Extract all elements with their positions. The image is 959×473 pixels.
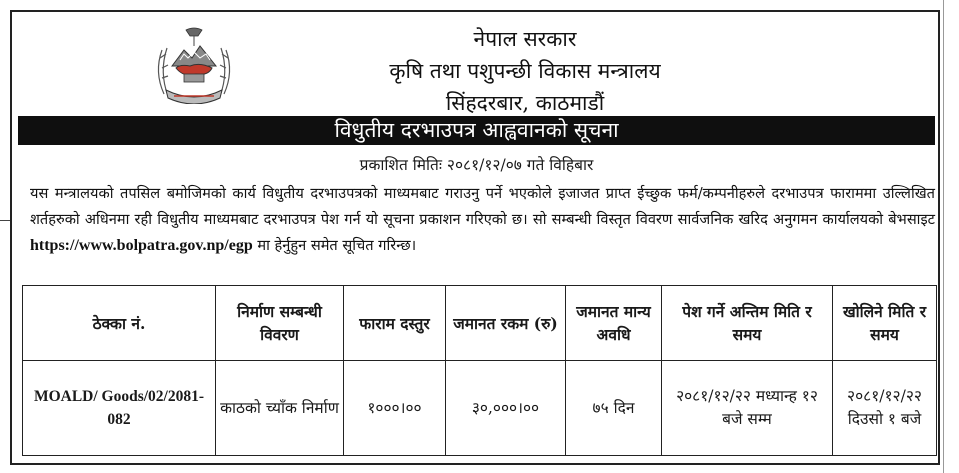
header-opening-time: खोलिने मिति र समय bbox=[833, 286, 937, 361]
ministry-header bbox=[250, 23, 800, 119]
header-bid-security: जमानत रकम (रु) bbox=[446, 286, 566, 361]
ministry-address: सिंहदरबार, काठमाडौं bbox=[445, 91, 605, 115]
cell-submission-deadline: २०८१/१२/२२ मध्यान्ह १२ बजे सम्म bbox=[662, 361, 833, 456]
page-edge-rule bbox=[943, 0, 944, 473]
header-contract-no: ठेक्का नं. bbox=[23, 286, 216, 361]
cell-contract-no: MOALD/ Goods/02/2081-082 bbox=[23, 361, 216, 456]
header-description: निर्माण सम्बन्धी विवरण bbox=[216, 286, 344, 361]
cell-form-fee: १०००।०० bbox=[344, 361, 446, 456]
notice-body bbox=[30, 181, 935, 259]
tender-table bbox=[22, 285, 937, 456]
ministry-name: कृषि तथा पशुपन्छी विकास मन्त्रालय bbox=[389, 59, 661, 83]
cell-opening-time: २०८१/१२/२२ दिउसो १ बजे bbox=[833, 361, 937, 456]
header-form-fee: फाराम दस्तुर bbox=[344, 286, 446, 361]
margin-mark bbox=[0, 220, 10, 221]
published-date: प्रकाशित मितिः २०८१/१२/०७ गते विहिबार bbox=[359, 156, 594, 174]
table-header-row bbox=[23, 286, 937, 361]
bolpatra-link[interactable]: https://www.bolpatra.gov.np/egp bbox=[30, 237, 253, 254]
cell-bid-security: ३०,०००।०० bbox=[446, 361, 566, 456]
notice-title-banner: विधुतीय दरभाउपत्र आह्ववानको सूचना bbox=[18, 116, 935, 145]
table-row bbox=[23, 361, 937, 456]
notice-body-part2: मा हेर्नुहुन समेत सूचित गरिन्छ। bbox=[257, 237, 417, 254]
nepal-government-emblem-icon bbox=[150, 24, 238, 104]
notice-body-part1: यस मन्त्रालयको तपसिल बमोजिमको कार्य विधुतीय दरभाउपत्रको माध्यमबाट गराउनु पर्ने भएकोले इजाजत प्राप्त ईच्छुक फर्म/कम्पनीहरुले दरभाउपत्र फाराममा उल्लिखित शर्तहरुको अधिनमा रही विधुतीय माध्यमबाट दरभाउपत्र पेश गर्न यो सूचना प्रकाशन गरिएको छ। सो सम्बन्धी विस्तृत विवरण सार्वजनिक खरिद अनुगमन कार्यालयको बेभसाइट bbox=[30, 185, 935, 228]
cell-validity: ७५ दिन bbox=[566, 361, 662, 456]
government-name: नेपाल सरकार bbox=[473, 27, 577, 51]
header-submission-deadline: पेश गर्ने अन्तिम मिति र समय bbox=[662, 286, 833, 361]
header-validity: जमानत मान्य अवधि bbox=[566, 286, 662, 361]
cell-description: काठको च्याँक निर्माण bbox=[216, 361, 344, 456]
